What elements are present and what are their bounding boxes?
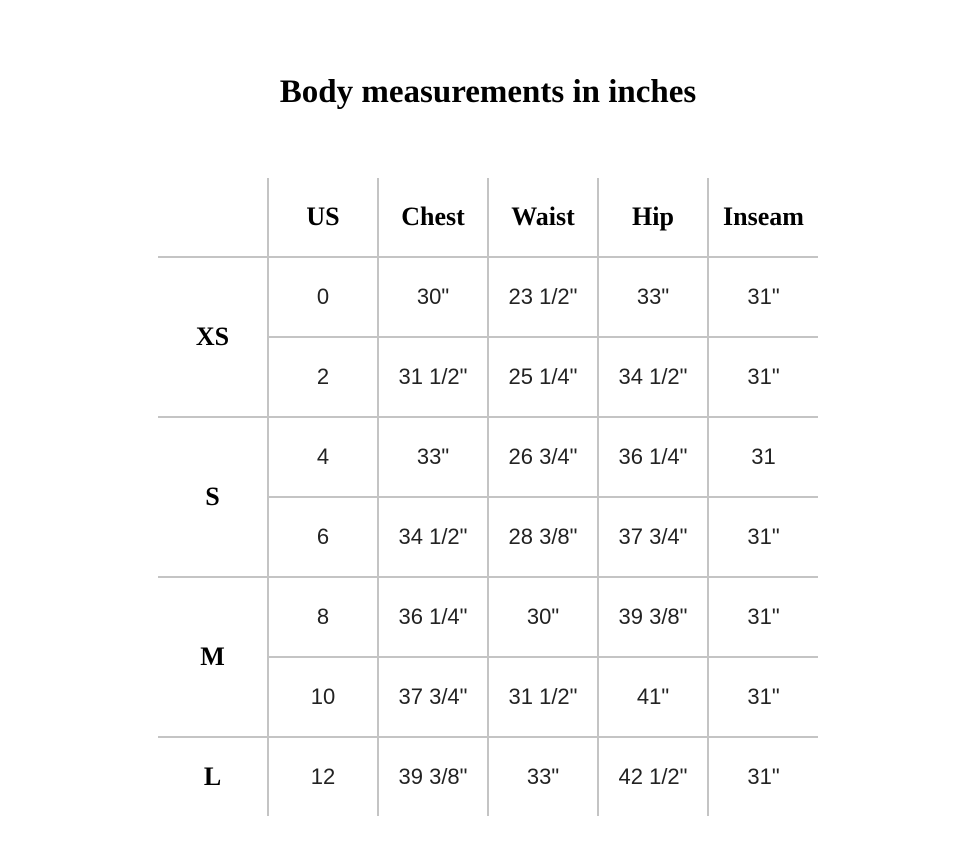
cell-us: 4: [268, 417, 378, 497]
cell-chest: 34 1/2": [378, 497, 488, 577]
cell-waist: 23 1/2": [488, 257, 598, 337]
cell-waist: 33": [488, 737, 598, 816]
cell-hip: 41": [598, 657, 708, 737]
table-row: [158, 417, 818, 497]
cell-us: 6: [268, 497, 378, 577]
cell-chest: 37 3/4": [378, 657, 488, 737]
header-inseam: Inseam: [708, 178, 818, 257]
cell-chest: 31 1/2": [378, 337, 488, 417]
cell-hip: 42 1/2": [598, 737, 708, 816]
cell-chest: 30": [378, 257, 488, 337]
cell-us: 0: [268, 257, 378, 337]
table-row: [158, 577, 818, 657]
header-us: US: [268, 178, 378, 257]
cell-chest: 39 3/8": [378, 737, 488, 816]
cell-inseam: 31": [708, 737, 818, 816]
cell-hip: 36 1/4": [598, 417, 708, 497]
cell-chest: 36 1/4": [378, 577, 488, 657]
cell-chest: 33": [378, 417, 488, 497]
cell-hip: 39 3/8": [598, 577, 708, 657]
cell-inseam: 31": [708, 257, 818, 337]
cell-waist: 28 3/8": [488, 497, 598, 577]
header-hip: Hip: [598, 178, 708, 257]
size-group-label-m: M: [158, 577, 268, 737]
cell-inseam: 31": [708, 337, 818, 417]
table-row: [158, 257, 818, 337]
cell-hip: 34 1/2": [598, 337, 708, 417]
table-row: [158, 737, 818, 816]
cell-us: 8: [268, 577, 378, 657]
cell-inseam: 31": [708, 577, 818, 657]
size-chart-table: [158, 178, 818, 816]
size-group-label-xs: XS: [158, 257, 268, 417]
cell-waist: 26 3/4": [488, 417, 598, 497]
cell-waist: 31 1/2": [488, 657, 598, 737]
header-waist: Waist: [488, 178, 598, 257]
table-header-row: [158, 178, 818, 257]
cell-inseam: 31": [708, 497, 818, 577]
cell-hip: 37 3/4": [598, 497, 708, 577]
size-group-label-s: S: [158, 417, 268, 577]
header-corner-cell: [158, 178, 268, 257]
cell-us: 2: [268, 337, 378, 417]
cell-us: 12: [268, 737, 378, 816]
cell-waist: 30": [488, 577, 598, 657]
cell-hip: 33": [598, 257, 708, 337]
cell-inseam: 31: [708, 417, 818, 497]
cell-us: 10: [268, 657, 378, 737]
page-title: Body measurements in inches: [279, 74, 697, 110]
size-group-label-l: L: [158, 737, 268, 816]
cell-inseam: 31": [708, 657, 818, 737]
header-chest: Chest: [378, 178, 488, 257]
cell-waist: 25 1/4": [488, 337, 598, 417]
